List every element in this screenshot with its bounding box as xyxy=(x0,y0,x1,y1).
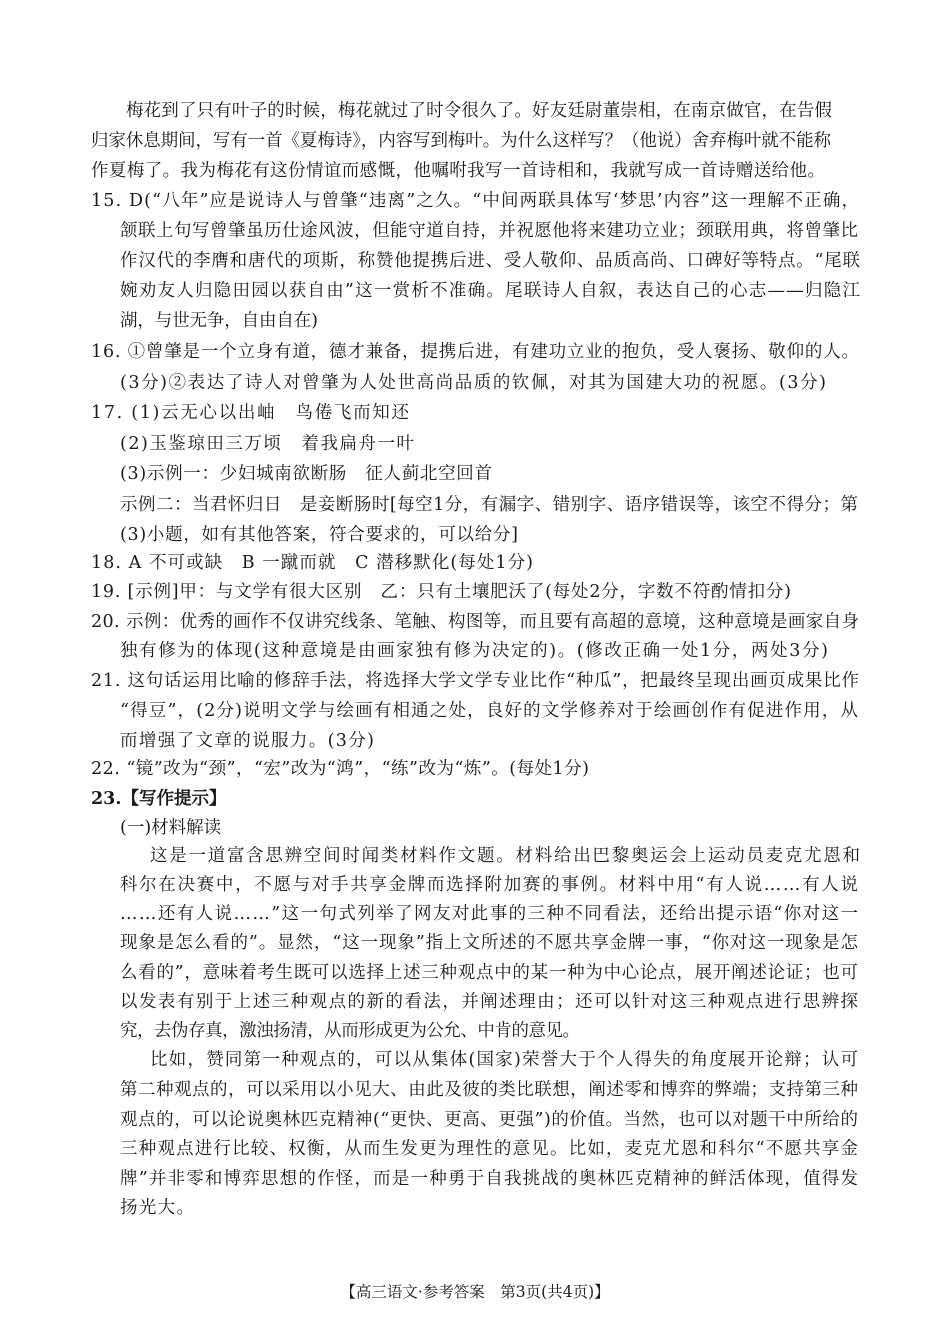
answer-line: 19. [示例]甲：与文学有很大区别 乙：只有土壤肥沃了(每处2分，字数不符酌情扣分) xyxy=(91,582,792,602)
answer-line: 而增强了文章的说服力。(3分) xyxy=(120,731,376,751)
answer-line: 三种观点进行比较、权衡，从而生发更为理性的意见。比如，麦克尤恩和科尔“不愿共享金 xyxy=(120,1139,860,1159)
answer-line: 科尔在决赛中，不愿与对手共享金牌而选择附加赛的事例。材料中用“有人说……有人说 xyxy=(120,875,860,895)
answer-line: 以发表有别于上述三种观点的新的看法，并阐述理由；还可以针对这三种观点进行思辨探 xyxy=(120,992,860,1012)
answer-line: 16. ①曾肇是一个立身有道，德才兼备，提携后进，有建功立业的抱负，受人褒扬、敬仰的人。 xyxy=(91,342,860,362)
answer-line: 20. 示例：优秀的画作不仅讲究线条、笔触、构图等，而且要有高超的意境，这种意境是画家自身 xyxy=(91,612,860,632)
answer-line: 15. D(“八年”应是说诗人与曾肇“违离”之久。“中间两联具体写‘梦思’内容”这一理解不正确， xyxy=(91,191,861,211)
answer-line: 梅花到了只有叶子的时候，梅花就过了时令很久了。好友廷尉董崇相，在南京做官，在告假 xyxy=(126,101,833,121)
answer-line: (3分)②表达了诗人对曾肇为人处世高尚品质的钦佩，对其为国建大功的祝愿。(3分) xyxy=(120,373,828,393)
answer-line: (2)玉鉴琼田三万顷 着我扁舟一叶 xyxy=(120,434,416,454)
answer-line: 22. “镜”改为“颈”，“宏”改为“鸿”，“练”改为“炼”。(每处1分) xyxy=(91,759,590,779)
answer-line: 观点的，可以论说奥林匹克精神(“更快、更高、更强”)的价值。当然，也可以对题干中所给的 xyxy=(120,1110,859,1130)
answer-line: 扬光大。 xyxy=(120,1198,196,1218)
answer-line: (3)小题，如有其他答案，符合要求的，可以给分] xyxy=(120,525,519,545)
answer-line: 归家休息期间，写有一首《夏梅诗》，内容写到梅叶。为什么这样写？（他说）舍弃梅叶就不能称 xyxy=(91,131,831,151)
page-footer: 【高三语文·参考答案 第3页(共4页)】 xyxy=(340,1283,610,1301)
answer-line: (一)材料解读 xyxy=(120,818,222,838)
answer-line: 这是一道富含思辨空间时闻类材料作文题。材料给出巴黎奥运会上运动员麦克尤恩和 xyxy=(150,846,862,866)
answer-line: 比如，赞同第一种观点的，可以从集体(国家)荣誉大于个人得失的角度展开论辩；认可 xyxy=(150,1050,860,1070)
answer-line: 湖，与世无争，自由自在) xyxy=(120,311,318,331)
answer-line: 21. 这句话运用比喻的修辞手法，将选择大学文学专业比作“种瓜”，把最终呈现出画页成果比作 xyxy=(91,671,860,691)
answer-line: 23.【写作提示】 xyxy=(91,789,227,809)
answer-line: 颔联上句写曾肇虽历仕途风波，但能守道自持，并祝愿他将来建功立业；颈联用典，将曾肇比 xyxy=(120,221,859,241)
answer-line: 第二种观点的，可以采用以小见大、由此及彼的类比联想，阐述零和博弈的弊端；支持第三种 xyxy=(120,1080,859,1100)
answer-line: 牌”并非零和博弈思想的作怪，而是一种勇于自我挑战的奥林匹克精神的鲜活体现，值得发 xyxy=(120,1169,860,1189)
answer-line: 示例二：当君怀归日 是妾断肠时[每空1分，有漏字、错别字、语序错误等，该空不得分；第 xyxy=(120,495,859,515)
answer-line: 么看的”，意味着考生既可以选择上述三种观点中的某一种为中心论点，展开阐述论证；也可 xyxy=(120,963,859,983)
answer-line: “得豆”，(2分)说明文学与绘画有相通之处，良好的文学修养对于绘画创作有促进作用，从 xyxy=(120,701,860,721)
answer-line: 独有修为的体现(这种意境是由画家独有修为决定的)。(修改正确一处1分，两处3分) xyxy=(120,641,830,661)
answer-line: 究，去伪存真，激浊扬清，从而形成更为公允、中肯的意见。 xyxy=(120,1021,580,1041)
answer-line: 17. (1)云无心以出岫 鸟倦飞而知还 xyxy=(91,403,411,423)
answer-line: 作汉代的李膺和唐代的项斯，称赞他提携后进、受人敬仰、品质高尚、口碑好等特点。“尾联 xyxy=(120,251,861,271)
answer-line: 婉劝友人归隐田园以获自由”这一赏析不准确。尾联诗人自叙，表达自己的心志——归隐江 xyxy=(120,281,862,301)
answer-line: 作夏梅了。我为梅花有这份情谊而感慨，他嘱咐我写一首诗相和，我就写成一首诗赠送给他。 xyxy=(91,161,826,181)
answer-line: (3)示例一：少妇城南欲断肠 征人蓟北空回首 xyxy=(120,464,493,484)
answer-line: ……还有人说……”这一句式列举了网友对此事的三种不同看法，还给出提示语“你对这一 xyxy=(120,904,860,924)
answer-line: 现象是怎么看的”。显然，“这一现象”指上文所述的不愿共享金牌一事，“你对这一现象是怎 xyxy=(120,933,859,953)
answer-line: 18. A 不可或缺 B 一蹴而就 C 潜移默化(每处1分) xyxy=(91,553,535,573)
